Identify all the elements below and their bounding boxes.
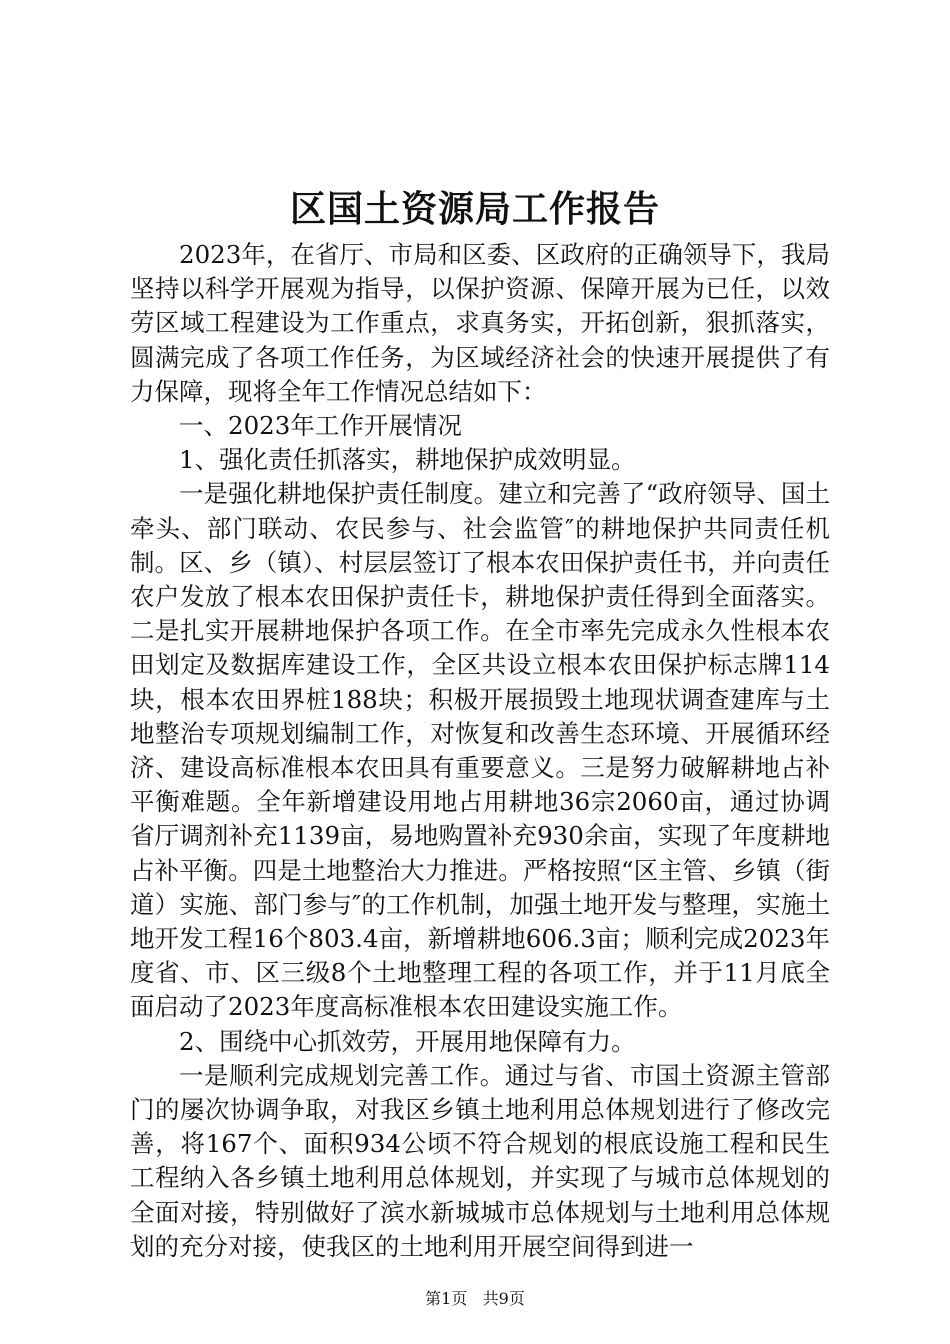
page-spacer xyxy=(472,1289,477,1308)
page-total: 共9页 xyxy=(482,1289,525,1308)
document-body xyxy=(130,238,830,1264)
subheading-1: 1、强化责任抓落实，耕地保护成效明显。 xyxy=(179,445,636,475)
subheading-2: 2、围绕中心抓效劳，开展用地保障有力。 xyxy=(179,1026,636,1056)
paragraph-farmland-protection: 一是强化耕地保护责任制度。建立和完善了“政府领导、国土牵头、部门联动、农民参与、社会监管″的耕地保护共同责任机制。区、乡（镇）、村层层签订了根本农田保护责任书，并向责任农户发放了根本农田保护责任卡，耕地保护责任得到全面落实。二是扎实开展耕地保护各项工作。在全市率先完成永久性根本农田划定及数据库建设工作，全区共设立根本农田保护标志牌114块，根本农田界桩188块；积极开展损毁土地现状调查建库与土地整治专项规划编制工作，对恢复和改善生态环境、开展循环经济、建设高标准根本农田具有重要意义。三是努力破解耕地占补平衡难题。全年新增建设用地占用耕地36宗2060亩，通过协调省厅调剂补充1139亩，易地购置补充930余亩，实现了年度耕地占补平衡。四是土地整治大力推进。严格按照“区主管、乡镇（街道）实施、部门参与″的工作机制，加强土地开发与整理，实施土地开发工程16个803.4亩，新增耕地606.3亩；顺利完成2023年度省、市、区三级8个土地整理工程的各项工作，并于11月底全面启动了2023年度高标准根本农田建设实施工作。 xyxy=(130,479,830,1022)
page-number: 第1页 xyxy=(425,1289,468,1308)
paragraph-intro: 2023年，在省厅、市局和区委、区政府的正确领导下，我局坚持以科学开展观为指导，以保护资源、保障开展为已任，以效劳区域工程建设为工作重点，求真务实，开拓创新，狠抓落实，圆满完成了各项工作任务，为区域经济社会的快速开展提供了有力保障，现将全年工作情况总结如下： xyxy=(130,240,830,406)
page-footer xyxy=(0,1288,950,1310)
section-heading-1: 一、2023年工作开展情况 xyxy=(179,411,462,441)
document-title: 区国土资源局工作报告 xyxy=(289,188,660,230)
paragraph-planning: 一是顺利完成规划完善工作。通过与省、市国土资源主管部门的屡次协调争取，对我区乡镇土地利用总体规划进行了修改完善，将167个、面积934公顷不符合规划的根底设施工程和民生工程纳入各乡镇土地利用总体规划，并实现了与城市总体规划的全面对接，特别做好了滨水新城城市总体规划与土地利用总体规划的充分对接，使我区的土地利用开展空间得到进一 xyxy=(130,1060,830,1261)
